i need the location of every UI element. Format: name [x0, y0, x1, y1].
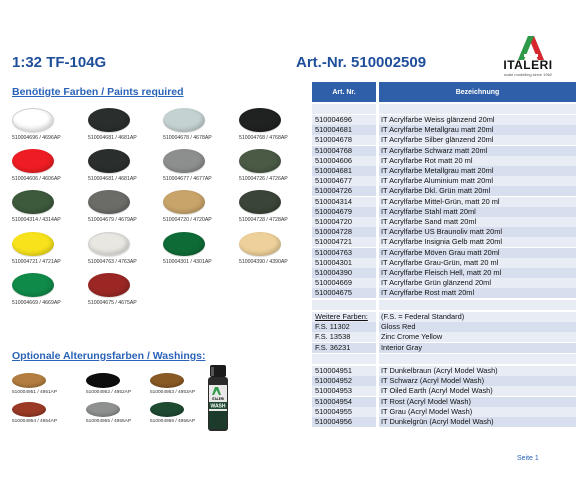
table-cell-bez: IT Acrylfarbe Möven Grau matt 20ml — [379, 248, 576, 258]
paint-color-blob — [12, 273, 54, 297]
wash-code: 510004955 / 4955AP — [86, 419, 132, 424]
table-cell-art: 510004721 — [312, 237, 376, 247]
table-row — [312, 135, 576, 145]
col-header-bez: Bezeichnung — [379, 82, 576, 102]
article-number: Art.-Nr. 510002509 — [296, 54, 427, 71]
paint-swatch — [12, 232, 88, 272]
bottle-brand-text: ITALERI — [211, 397, 225, 401]
wash-swatch — [150, 373, 210, 403]
table-cell-bez: IT Acrylfarbe Stahl matt 20ml — [379, 207, 576, 217]
col-header-art: Art. Nr. — [312, 82, 376, 102]
table-cell-bez: IT Grau (Acryl Model Wash) — [379, 407, 576, 417]
paint-code: 510004726 / 4726AP — [239, 176, 288, 182]
table-cell-bez: IT Oiled Earth (Acryl Model Wash) — [379, 386, 576, 396]
wash-color-blob — [12, 402, 46, 417]
table-row — [312, 332, 576, 342]
table-cell-bez: IT Rost (Acryl Model Wash) — [379, 397, 576, 407]
table-cell-art: 510004952 — [312, 376, 376, 386]
paint-color-blob — [88, 190, 130, 214]
paint-swatch — [88, 232, 164, 272]
table-cell-bez: IT Acrylfarbe Grau-Grün, matt 20 ml — [379, 258, 576, 268]
wash-color-blob — [150, 402, 184, 417]
table-row — [312, 166, 576, 176]
table-row — [312, 407, 576, 417]
table-cell-art: 510004696 — [312, 115, 376, 125]
paint-color-blob — [163, 149, 205, 173]
paint-code: 510004606 / 4606AP — [12, 176, 61, 182]
paint-code: 510004314 / 4314AP — [12, 217, 61, 223]
table-row — [312, 322, 576, 332]
table-cell-art: F.S. 11302 — [312, 322, 376, 332]
paint-swatch — [88, 273, 164, 313]
wash-swatch — [150, 402, 210, 432]
paint-swatch — [88, 190, 164, 230]
table-cell-bez: Gloss Red — [379, 322, 576, 332]
wash-swatch — [12, 373, 72, 403]
table-row — [312, 156, 576, 166]
paint-color-blob — [12, 232, 54, 256]
table-cell-art: 510004675 — [312, 288, 376, 298]
paint-code: 510004696 / 4696AP — [12, 135, 61, 141]
paint-code: 510004768 / 4768AP — [239, 135, 288, 141]
paint-code: 510004301 / 4301AP — [163, 259, 212, 265]
table-cell-art: 510004669 — [312, 278, 376, 288]
table-row — [312, 417, 576, 427]
paint-swatch — [12, 190, 88, 230]
table-spacer-row — [312, 104, 576, 114]
page-number: Seite 1 — [517, 455, 539, 462]
paint-code: 510004678 / 4678AP — [163, 135, 212, 141]
table-cell-art: 510004678 — [312, 135, 376, 145]
table-spacer-row — [312, 300, 576, 310]
table-row — [312, 146, 576, 156]
wash-swatch — [86, 402, 146, 432]
table-row — [312, 227, 576, 237]
table-cell-bez: IT Acrylfarbe Mittel-Grün, matt 20 ml — [379, 197, 576, 207]
brand-tagline: scale modelling since 1962 — [503, 72, 553, 77]
table-row — [312, 386, 576, 396]
table-cell-art: 510004390 — [312, 268, 376, 278]
table-cell-art: Weitere Farben: — [312, 312, 376, 322]
paint-color-blob — [88, 108, 130, 132]
paint-swatch — [239, 149, 315, 189]
table-cell-bez: IT Acrylfarbe Metallgrau matt 20ml — [379, 166, 576, 176]
paint-color-blob — [163, 190, 205, 214]
table-cell-art: 510004728 — [312, 227, 376, 237]
table-cell-bez: IT Acrylfarbe Metallgrau matt 20ml — [379, 125, 576, 135]
paint-table-header — [312, 82, 576, 102]
paint-swatch — [163, 190, 239, 230]
table-cell-art: 510004681 — [312, 166, 376, 176]
table-row — [312, 278, 576, 288]
wash-swatch — [12, 402, 72, 432]
table-cell-bez: IT Acrylfarbe Weiss glänzend 20ml — [379, 115, 576, 125]
paint-color-blob — [12, 108, 54, 132]
table-row — [312, 376, 576, 386]
paint-code: 510004679 / 4679AP — [88, 217, 137, 223]
wash-code: 510004952 / 4952AP — [86, 390, 132, 395]
table-cell-art: 510004956 — [312, 417, 376, 427]
table-cell-bez: IT Acrylfarbe US Braunoliv matt 20ml — [379, 227, 576, 237]
table-cell-art: 510004720 — [312, 217, 376, 227]
paint-code: 510004728 / 4728AP — [239, 217, 288, 223]
paint-code: 510004669 / 4669AP — [12, 300, 61, 306]
table-cell-art: 510004681 — [312, 125, 376, 135]
brand-name: ITALERI — [503, 58, 553, 72]
table-cell-art: 510004951 — [312, 366, 376, 376]
paint-swatch — [163, 149, 239, 189]
table-row — [312, 268, 576, 278]
table-cell-bez: IT Acrylfarbe Rost matt 20ml — [379, 288, 576, 298]
table-cell-art: 510004301 — [312, 258, 376, 268]
table-row — [312, 186, 576, 196]
paints-heading: Benötigte Farben / Paints required — [12, 86, 184, 98]
table-row — [312, 237, 576, 247]
wash-color-blob — [86, 373, 120, 388]
paint-swatch — [163, 232, 239, 272]
table-row — [312, 125, 576, 135]
paint-color-blob — [163, 108, 205, 132]
table-cell-art: F.S. 13538 — [312, 332, 376, 342]
wash-code: 510004953 / 4953AP — [150, 390, 196, 395]
paint-swatch — [88, 149, 164, 189]
paint-swatch — [12, 273, 88, 313]
table-row — [312, 258, 576, 268]
paint-code: 510004390 / 4390AP — [239, 259, 288, 265]
paint-color-blob — [12, 190, 54, 214]
table-row — [312, 288, 576, 298]
paint-swatch — [12, 108, 88, 148]
table-cell-art: 510004955 — [312, 407, 376, 417]
table-cell-bez: IT Acrylfarbe Rot matt 20 ml — [379, 156, 576, 166]
table-spacer-row — [312, 354, 576, 364]
paint-color-blob — [12, 149, 54, 173]
paint-color-blob — [239, 190, 281, 214]
wash-color-blob — [150, 373, 184, 388]
paint-code: 510004763 / 4763AP — [88, 259, 137, 265]
washings-heading: Optionale Alterungsfarben / Washings: — [12, 350, 206, 362]
paint-swatch — [88, 108, 164, 148]
paint-swatch — [239, 232, 315, 272]
paint-code: 510004677 / 4677AP — [163, 176, 212, 182]
table-row — [312, 366, 576, 376]
model-title: 1:32 TF-104G — [12, 54, 107, 71]
table-row — [312, 217, 576, 227]
paint-swatch — [239, 190, 315, 230]
paint-swatch — [12, 149, 88, 189]
wash-bottle-image — [205, 365, 231, 433]
paint-color-blob — [239, 232, 281, 256]
table-row — [312, 312, 576, 322]
paint-swatch — [239, 108, 315, 148]
table-cell-art: 510004953 — [312, 386, 376, 396]
table-cell-art: 510004768 — [312, 146, 376, 156]
table-cell-art: 510004677 — [312, 176, 376, 186]
paint-code: 510004681 / 4681AP — [88, 135, 137, 141]
paint-code: 510004720 / 4720AP — [163, 217, 212, 223]
table-cell-bez: IT Acrylfarbe Dkl. Grün matt 20ml — [379, 186, 576, 196]
wash-code: 510004954 / 4954AP — [12, 419, 58, 424]
paint-color-blob — [239, 108, 281, 132]
wash-code: 510004956 / 4956AP — [150, 419, 196, 424]
table-cell-art: 510004606 — [312, 156, 376, 166]
table-cell-bez: IT Acrylfarbe Insignia Gelb matt 20ml — [379, 237, 576, 247]
paint-color-blob — [88, 273, 130, 297]
table-row — [312, 248, 576, 258]
table-cell-bez: IT Acrylfarbe Schwarz matt 20ml — [379, 146, 576, 156]
table-cell-bez: Zinc Crome Yellow — [379, 332, 576, 342]
paint-code: 510004681 / 4681AP — [88, 176, 137, 182]
table-cell-bez: IT Acrylfarbe Grün glänzend 20ml — [379, 278, 576, 288]
table-cell-bez: IT Schwarz (Acryl Model Wash) — [379, 376, 576, 386]
table-cell-bez: Interior Gray — [379, 343, 576, 353]
table-row — [312, 343, 576, 353]
table-cell-art: 510004763 — [312, 248, 376, 258]
table-row — [312, 197, 576, 207]
table-row — [312, 397, 576, 407]
wash-code: 510004951 / 4951AP — [12, 390, 58, 395]
paint-color-blob — [88, 149, 130, 173]
wash-swatch — [86, 373, 146, 403]
table-cell-bez: IT Acrylfarbe Silber glänzend 20ml — [379, 135, 576, 145]
wash-color-blob — [12, 373, 46, 388]
table-cell-bez: IT Acrylfarbe Sand matt 20ml — [379, 217, 576, 227]
table-row — [312, 115, 576, 125]
table-cell-art: 510004726 — [312, 186, 376, 196]
paint-color-blob — [163, 232, 205, 256]
table-cell-art: 510004679 — [312, 207, 376, 217]
bottle-label-text: WASH — [210, 403, 226, 410]
paint-code: 510004675 / 4675AP — [88, 300, 137, 306]
paint-color-blob — [88, 232, 130, 256]
table-cell-art: 510004954 — [312, 397, 376, 407]
table-cell-bez: IT Acrylfarbe Fleisch Hell, matt 20 ml — [379, 268, 576, 278]
table-cell-art: 510004314 — [312, 197, 376, 207]
paint-color-blob — [239, 149, 281, 173]
table-cell-art: F.S. 36231 — [312, 343, 376, 353]
table-row — [312, 176, 576, 186]
paint-code: 510004721 / 4721AP — [12, 259, 61, 265]
paint-swatch — [163, 108, 239, 148]
table-cell-bez: IT Dunkelbraun (Acryl Model Wash) — [379, 366, 576, 376]
table-cell-bez: IT Dunkelgrün (Acryl Model Wash) — [379, 417, 576, 427]
table-cell-bez: IT Acrylfarbe Aluminium matt 20ml — [379, 176, 576, 186]
table-cell-bez: (F.S. = Federal Standard) — [379, 312, 576, 322]
table-row — [312, 207, 576, 217]
wash-color-blob — [86, 402, 120, 417]
